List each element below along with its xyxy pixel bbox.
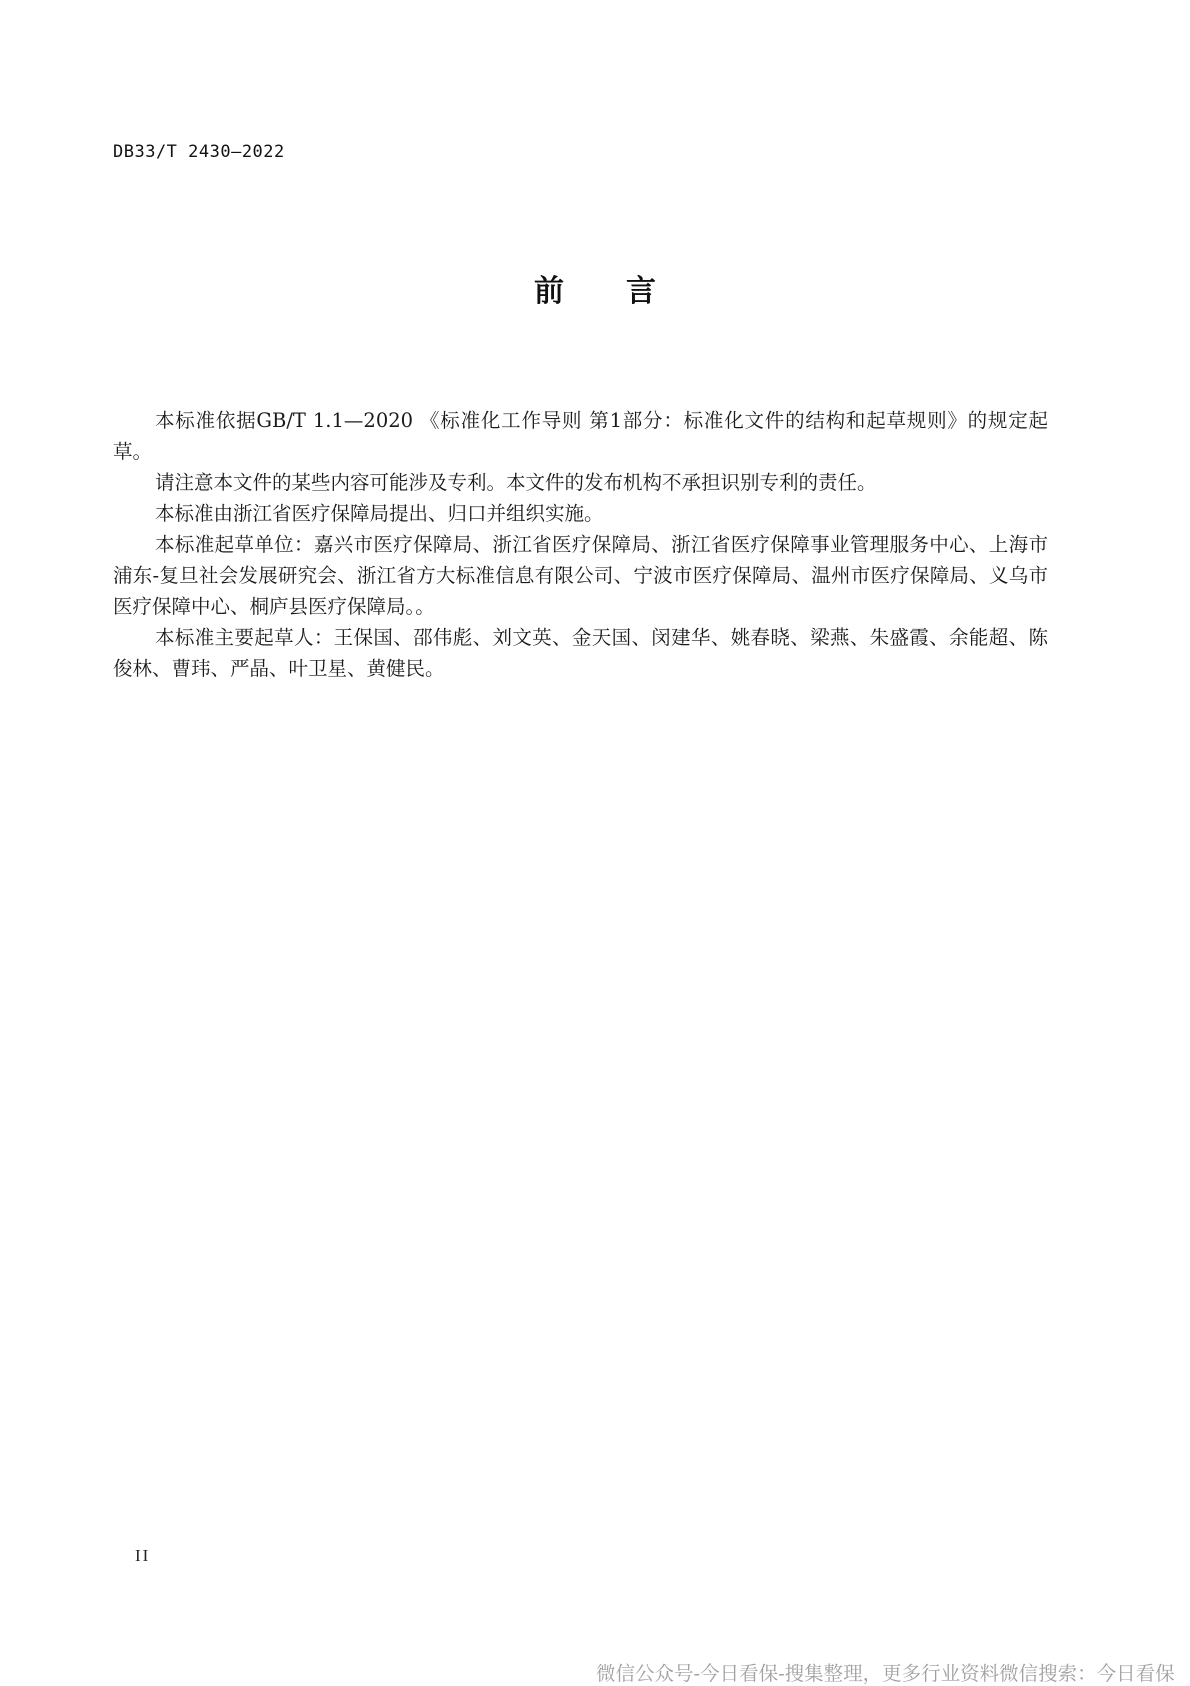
paragraph-patent-notice: 请注意本文件的某些内容可能涉及专利。本文件的发布机构不承担识别专利的责任。 [155, 471, 877, 494]
paragraph-drafters: 本标准主要起草人：王保国、邵伟彪、刘文英、金天国、闵建华、姚春晓、梁燕、朱盛霞、余能超、陈俊林、曹玮、严晶、叶卫星、黄健民。 [113, 626, 1048, 680]
watermark-text: 微信公众号-今日看保-搜集整理，更多行业资料微信搜索：今日看保 [596, 1662, 1175, 1685]
document-code: DB33/T 2430—2022 [113, 142, 285, 162]
paragraph-proposer: 本标准由浙江省医疗保障局提出、归口并组织实施。 [155, 502, 604, 525]
page-title: 前言 [534, 274, 718, 309]
paragraph-drafting-units: 本标准起草单位：嘉兴市医疗保障局、浙江省医疗保障局、浙江省医疗保障事业管理服务中心、上海市浦东-复旦社会发展研究会、浙江省方大标准信息有限公司、宁波市医疗保障局、温州市医疗保障局、义乌市医疗保障中心、桐庐县医疗保障局。。 [113, 533, 1048, 618]
foreword-body [113, 405, 1048, 684]
page-number: II [135, 1546, 151, 1565]
paragraph-drafting-basis: 本标准依据GB/T 1.1—2020 《标准化工作导则 第1部分：标准化文件的结构和起草规则》的规定起草。 [113, 409, 1048, 463]
